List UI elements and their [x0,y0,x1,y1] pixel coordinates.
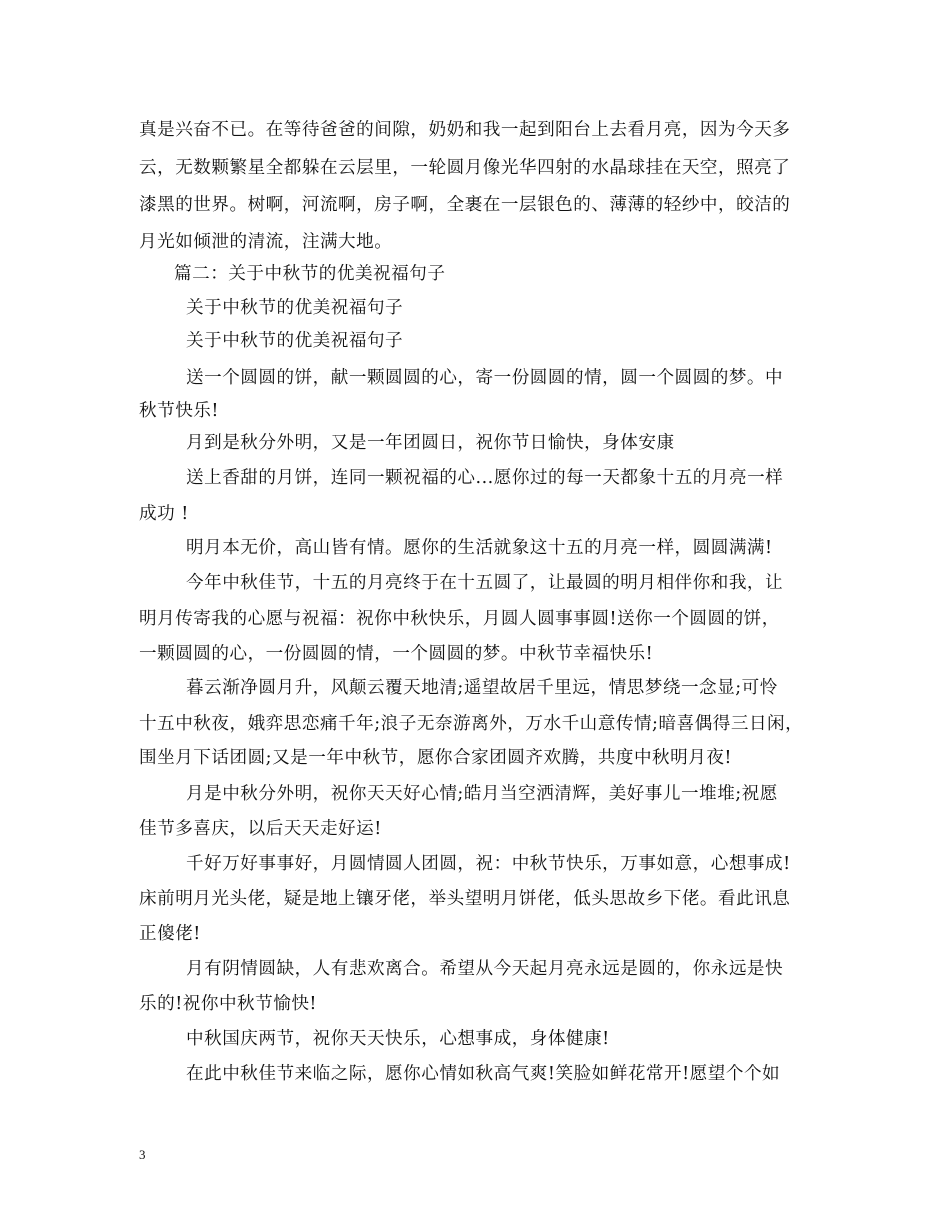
body-line: 围坐月下话团圆;又是一年中秋节，愿你合家团圆齐欢腾，共度中秋明月夜! [139,748,733,768]
body-line: 漆黑的世界。树啊，河流啊，房子啊，全裹在一层银色的、薄薄的轻纱中，皎洁的 [139,195,791,215]
body-line: 佳节多喜庆，以后天天走好运! [139,819,382,839]
section-heading: 篇二：关于中秋节的优美祝福句子 [174,264,446,284]
body-line: 今年中秋佳节，十五的月亮终于在十五圆了，让最圆的明月相伴你和我，让 [186,573,784,593]
body-line: 明月传寄我的心愿与祝福：祝你中秋快乐，月圆人圆事事圆!送你一个圆圆的饼， [139,609,780,629]
subheading: 关于中秋节的优美祝福句子 [186,298,404,318]
page-number: 3 [139,1147,146,1162]
body-line: 暮云渐净圆月升，风颠云覆天地清;遥望故居千里远，情思梦绕一念显;可怜 [186,678,778,698]
body-line: 成功 ! [139,504,189,524]
subheading: 关于中秋节的优美祝福句子 [186,331,404,351]
body-line: 秋节快乐! [139,401,219,421]
body-line: 月到是秋分外明，又是一年团圆日，祝你节日愉快，身体安康 [186,433,675,453]
body-line: 床前明月光头佬，疑是地上镶牙佬，举头望明月饼佬，低头思故乡下佬。看此讯息 [139,889,791,909]
body-line: 十五中秋夜，娥弈思恋痛千年;浪子无奈游离外，万水千山意传情;暗喜偶得三日闲， [139,714,804,734]
body-line: 在此中秋佳节来临之际，愿你心情如秋高气爽!笑脸如鲜花常开!愿望个个如 [186,1064,781,1084]
body-line: 云，无数颗繁星全都躲在云层里，一轮圆月像光华四射的水晶球挂在天空，照亮了 [139,158,791,178]
body-line: 正傻佬! [139,924,201,944]
body-line: 送上香甜的月饼，连同一颗祝福的心...愿你过的每一天都象十五的月亮一样 [186,468,784,488]
body-line: 明月本无价，高山皆有情。愿你的生活就象这十五的月亮一样，圆圆满满! [186,538,773,558]
body-line: 千好万好事事好，月圆情圆人团圆，祝：中秋节快乐，万事如意，心想事成! [186,854,791,874]
body-line: 月光如倾泄的清流，注满大地。 [139,232,393,252]
body-line: 乐的!祝你中秋节愉快! [139,994,317,1014]
body-line: 一颗圆圆的心，一份圆圆的情，一个圆圆的梦。中秋节幸福快乐! [139,644,654,664]
body-line: 送一个圆圆的饼，献一颗圆圆的心，寄一份圆圆的情，圆一个圆圆的梦。中 [186,368,784,388]
body-line: 月有阴情圆缺，人有悲欢离合。希望从今天起月亮永远是圆的，你永远是快 [186,959,784,979]
body-line: 中秋国庆两节，祝你天天快乐，心想事成，身体健康! [186,1029,610,1049]
body-line: 真是兴奋不已。在等待爸爸的间隙，奶奶和我一起到阳台上去看月亮，因为今天多 [139,120,791,140]
body-line: 月是中秋分外明，祝你天天好心情;皓月当空洒清辉，美好事儿一堆堆;祝愿 [186,784,778,804]
